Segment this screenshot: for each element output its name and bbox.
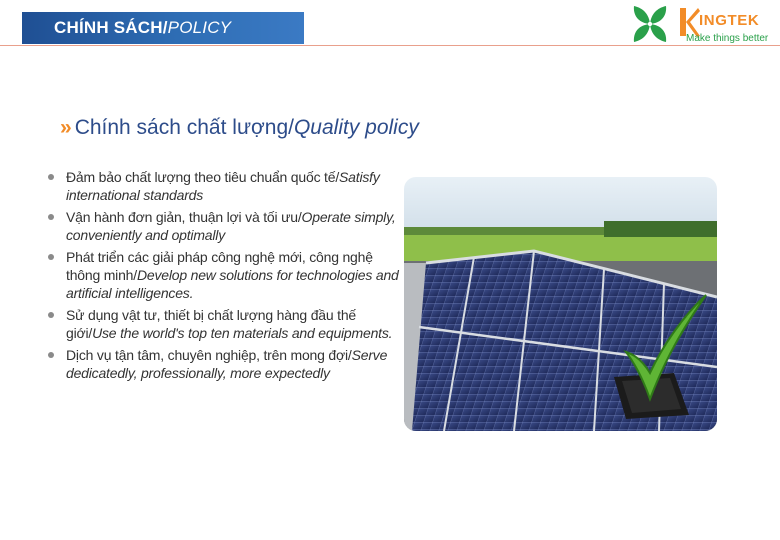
bullet-text-en: Operate simply, conveniently and optimally — [66, 209, 396, 243]
bullet-text-vn: Dịch vụ tận tâm, chuyên nghiệp, trên mong đợi/ — [66, 347, 352, 363]
section-title-vn: Chính sách chất lượng/ — [74, 116, 294, 139]
logo-tagline: Make things better — [686, 33, 769, 44]
list-item — [48, 208, 403, 244]
list-item — [48, 306, 403, 342]
bullet-dot-icon — [48, 352, 54, 358]
bullet-text-vn: Vận hành đơn giản, thuận lợi và tối ưu/ — [66, 209, 302, 225]
header-title-vn: CHÍNH SÁCH/ — [54, 18, 168, 37]
solar-panels-image — [404, 177, 717, 431]
kingtek-logo — [630, 3, 775, 45]
list-item — [48, 346, 403, 382]
list-item — [48, 168, 403, 204]
bullet-dot-icon — [48, 312, 54, 318]
header-banner — [22, 12, 304, 44]
bullet-text-en: Satisfy international standards — [66, 169, 380, 203]
bullet-dot-icon — [48, 174, 54, 180]
solar-panel-photo — [404, 177, 717, 431]
header-title-en: POLICY — [167, 18, 232, 37]
header-divider — [0, 45, 780, 46]
policy-list — [48, 168, 403, 386]
bullet-text-vn: Đảm bảo chất lượng theo tiêu chuẩn quốc tế/ — [66, 169, 340, 185]
section-title — [60, 116, 419, 140]
bullet-dot-icon — [48, 254, 54, 260]
bullet-text-vn: Sử dụng vật tư, thiết bị chất lượng hàng đầu thế giới/ — [66, 307, 356, 341]
bullet-text-en: Use the world's top ten materials and equipments. — [92, 325, 393, 341]
bullet-text-en: Serve dedicatedly, professionally, more expectedly — [66, 347, 388, 381]
bullet-text-en: Develop new solutions for technologies and artificial intelligences. — [66, 267, 399, 301]
list-item — [48, 248, 403, 302]
section-title-en: Quality policy — [293, 116, 419, 139]
logo-wordmark: INGTEK — [699, 12, 760, 29]
double-chevron-icon: » — [60, 116, 72, 139]
bullet-text-vn: Phát triển các giải pháp công nghệ mới, công nghệ thông minh/ — [66, 249, 373, 283]
bullet-dot-icon — [48, 214, 54, 220]
